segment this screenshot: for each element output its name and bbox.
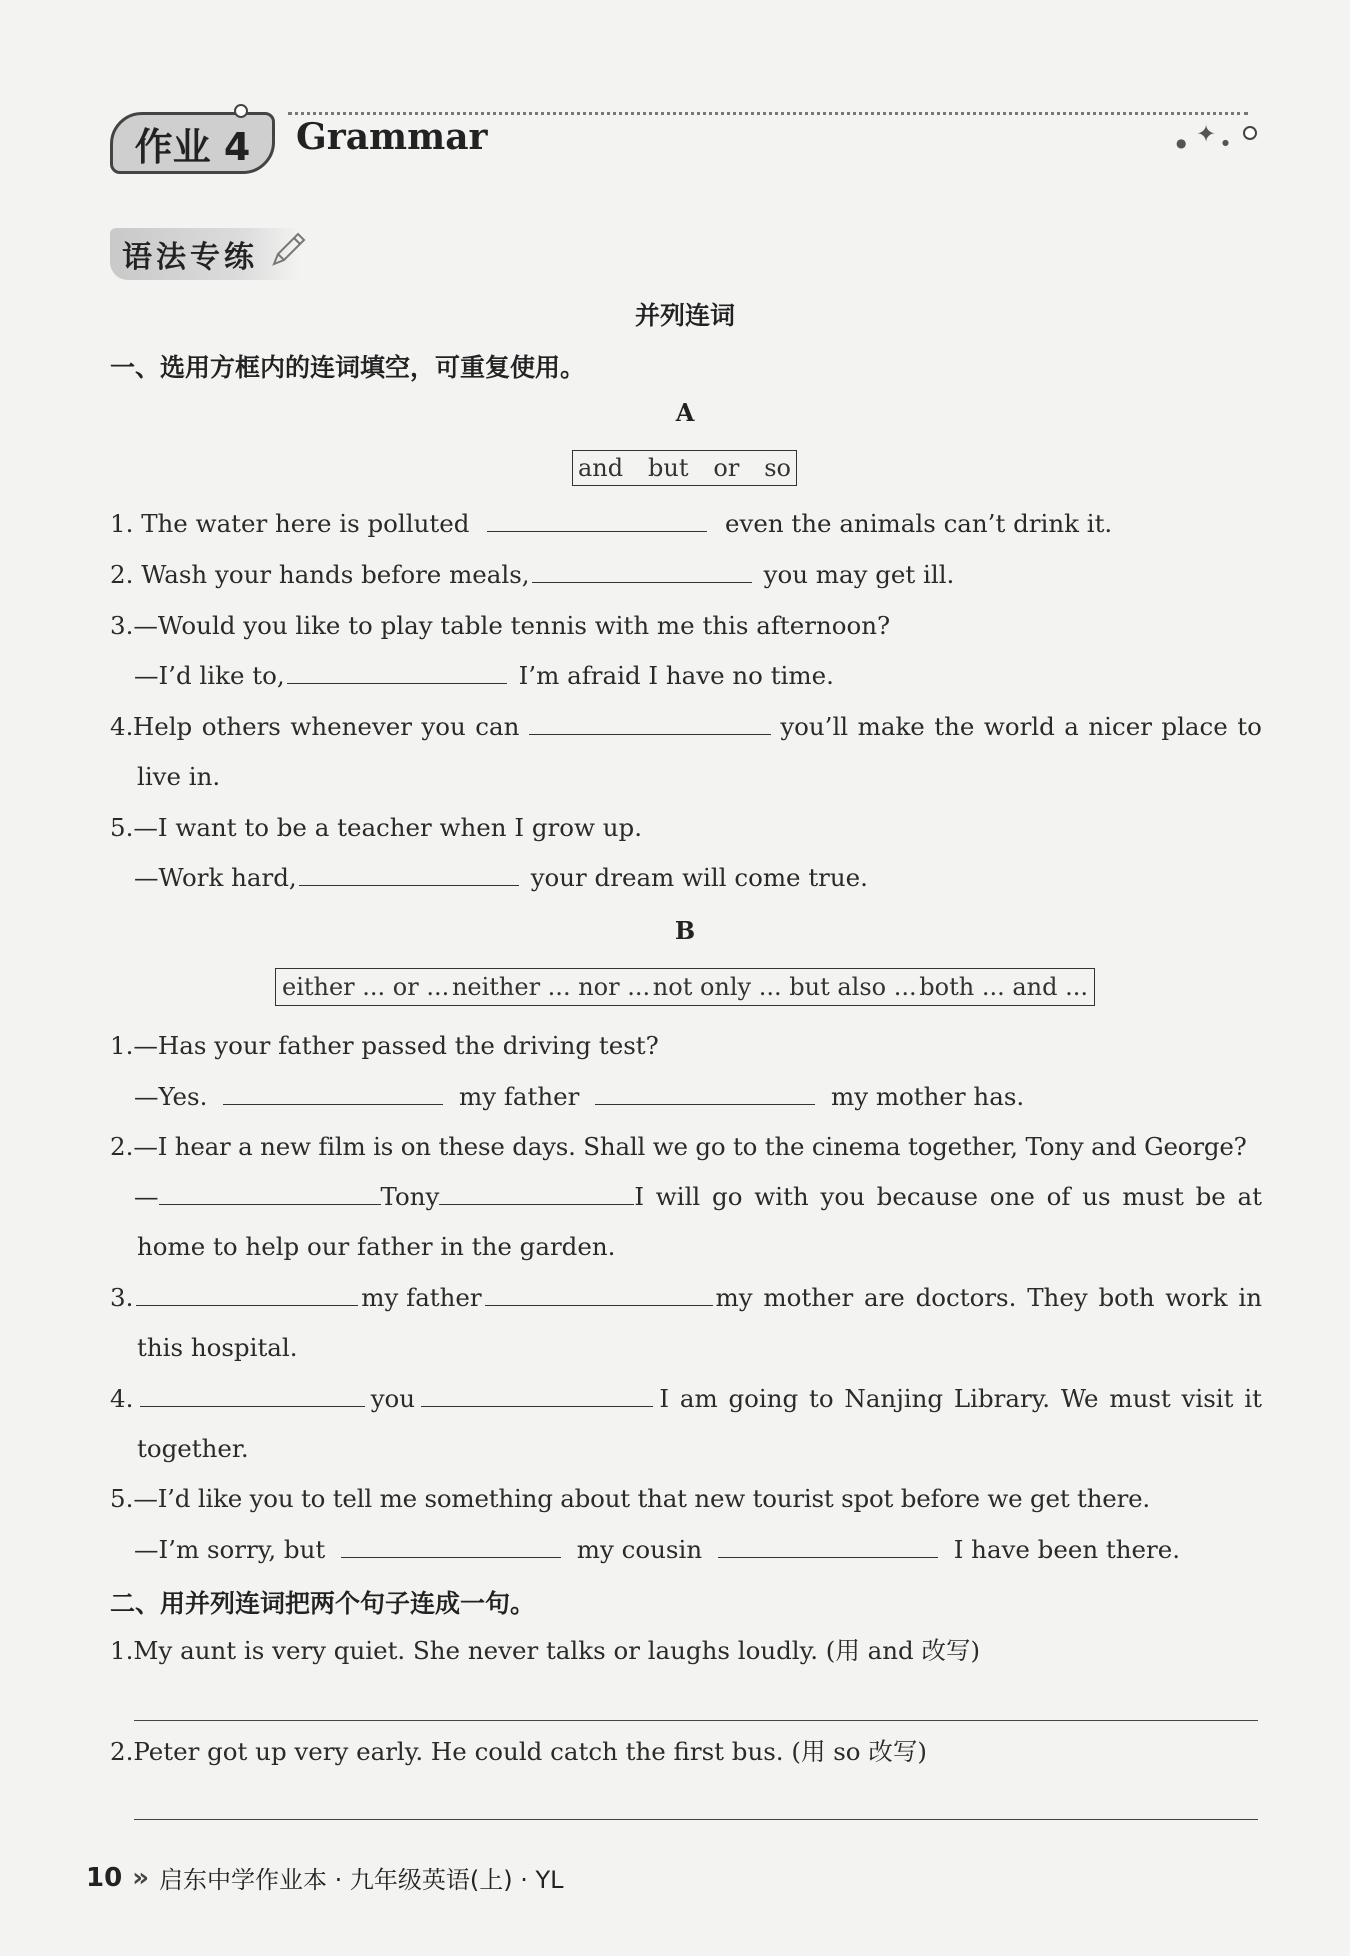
pencil-icon — [268, 230, 308, 270]
part2-heading: 二、用并列连词把两个句子连成一句。 — [110, 1589, 536, 1618]
answer-blank[interactable] — [532, 560, 752, 583]
header-end-dot — [1243, 126, 1257, 140]
homework-badge: 作业 4 — [110, 112, 275, 174]
answer-line[interactable] — [134, 1819, 1258, 1820]
word-box-item: and — [578, 454, 624, 482]
question-b5-answer: —I’m sorry, but my cousin I have been there. — [134, 1535, 1181, 1564]
dot-icon-small: ● — [1222, 138, 1229, 147]
rewrite-question-1: 1.My aunt is very quiet. She never talks or laughs loudly. (用 and 改写) — [110, 1636, 981, 1665]
question-b4-cont: together. — [137, 1434, 249, 1463]
question-a5: 5.—I want to be a teacher when I grow up. — [110, 813, 642, 842]
header-dotted-line — [288, 112, 1248, 115]
question-a3-answer: —I’d like to, I’m afraid I have no time. — [134, 661, 834, 690]
question-b1: 1.—Has your father passed the driving test? — [110, 1031, 659, 1060]
dot-icon: ● — [1176, 136, 1187, 150]
answer-blank[interactable] — [421, 1384, 653, 1407]
rewrite-question-2: 2.Peter got up very early. He could catch the first bus. (用 so 改写) — [110, 1737, 927, 1766]
page-footer — [86, 1860, 564, 1895]
question-b2: 2.—I hear a new film is on these days. Shall we go to the cinema together, Tony and George? — [110, 1132, 1247, 1161]
word-box-item: not only ... but also ... — [652, 973, 917, 1001]
answer-blank[interactable] — [287, 661, 507, 684]
question-a4: 4. Help others whenever you can you’ll make the world a nicer place to — [110, 712, 1262, 741]
group-b-label: B — [674, 916, 696, 945]
answer-blank[interactable] — [485, 1283, 713, 1306]
word-box-item: or — [713, 454, 740, 482]
question-a1: 1. The water here is polluted even the animals can’t drink it. — [110, 509, 1113, 538]
question-b2-answer: — Tony I will go with you because one of us must be at — [134, 1182, 1262, 1211]
word-box-b — [275, 968, 1095, 1006]
word-box-item: neither ... nor ... — [451, 973, 651, 1001]
double-chevron-icon: » — [132, 1862, 149, 1893]
question-a4-cont: live in. — [137, 762, 221, 791]
question-b3-cont: this hospital. — [137, 1333, 298, 1362]
question-a5-answer: —Work hard, your dream will come true. — [134, 863, 868, 892]
question-b1-answer: —Yes. my father my mother has. — [134, 1082, 1025, 1111]
part1-heading: 一、选用方框内的连词填空，可重复使用。 — [110, 353, 586, 382]
answer-blank[interactable] — [140, 1384, 365, 1407]
book-title: 启东中学作业本 · 九年级英语(上) · YL — [158, 1866, 564, 1894]
question-a3: 3.—Would you like to play table tennis with me this afternoon? — [110, 611, 891, 640]
answer-blank[interactable] — [718, 1535, 938, 1558]
word-box-item: so — [764, 454, 791, 482]
answer-blank[interactable] — [341, 1535, 561, 1558]
word-box-item: either ... or ... — [282, 973, 450, 1001]
answer-blank[interactable] — [529, 712, 771, 735]
question-b3: 3. my father my mother are doctors. They both work in — [110, 1283, 1262, 1312]
page-number: 10 — [86, 1862, 123, 1893]
word-box-item: both ... and ... — [919, 973, 1088, 1001]
section-banner: 语法专练 — [110, 228, 300, 280]
badge-dot-decoration — [234, 104, 248, 118]
answer-line[interactable] — [134, 1720, 1258, 1721]
question-a2: 2. Wash your hands before meals, you may get ill. — [110, 560, 955, 589]
topic-title: 并列连词 — [634, 301, 735, 330]
question-b2-cont: home to help our father in the garden. — [137, 1232, 616, 1261]
answer-blank[interactable] — [159, 1182, 381, 1205]
question-b4: 4. you I am going to Nanjing Library. We must visit it — [110, 1384, 1262, 1413]
sparkle-icon: ✦ — [1196, 120, 1217, 148]
answer-blank[interactable] — [223, 1082, 443, 1105]
answer-blank[interactable] — [439, 1182, 634, 1205]
answer-blank[interactable] — [487, 509, 707, 532]
answer-blank[interactable] — [136, 1283, 358, 1306]
answer-blank[interactable] — [595, 1082, 815, 1105]
question-b5: 5.—I’d like you to tell me something about that new tourist spot before we get there. — [110, 1484, 1150, 1513]
word-box-item: but — [648, 454, 689, 482]
page-title: Grammar — [296, 116, 488, 158]
group-a-label: A — [675, 398, 695, 427]
word-box-a — [572, 450, 797, 486]
answer-blank[interactable] — [299, 863, 519, 886]
